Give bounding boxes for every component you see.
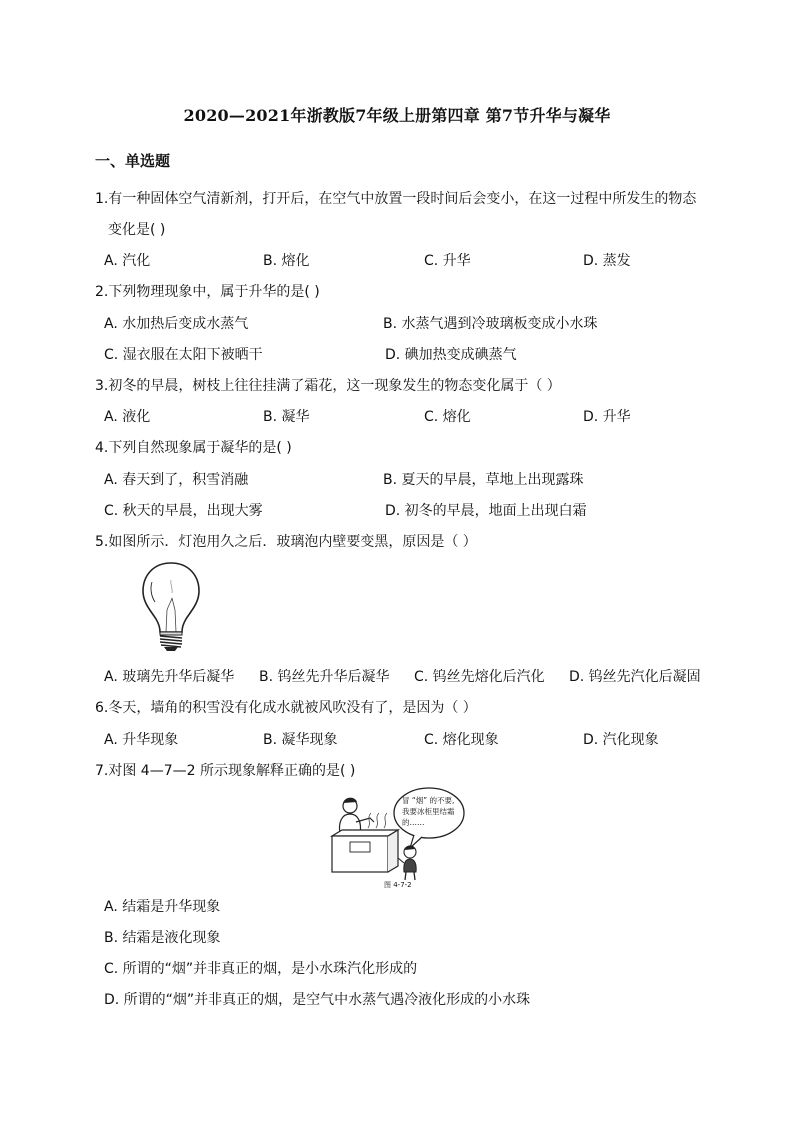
question-1-option-d: D. 蒸发 bbox=[583, 253, 631, 269]
question-2-option-b: B. 水蒸气遇到冷玻璃板变成小水珠 bbox=[383, 316, 598, 332]
question-4-option-a: A. 春天到了，积雪消融 bbox=[104, 472, 249, 488]
question-3-option-a: A. 液化 bbox=[104, 409, 151, 425]
question-5-option-d: D. 钨丝先汽化后凝固 bbox=[569, 669, 701, 685]
question-2-option-d: D. 碘加热变成碘蒸气 bbox=[385, 347, 517, 363]
question-1-option-b: B. 熔化 bbox=[263, 253, 310, 269]
section-heading: 一、单选题 bbox=[95, 152, 171, 170]
question-6-option-c: C. 熔化现象 bbox=[424, 732, 499, 748]
question-7-option-d: D. 所谓的“烟”并非真正的烟，是空气中水蒸气遇冷液化形成的小水珠 bbox=[104, 992, 531, 1008]
speech-bubble-line-3: 的…… bbox=[402, 818, 425, 827]
question-2-stem: 2.下列物理现象中，属于升华的是( ) bbox=[95, 284, 320, 300]
question-6-option-d: D. 汽化现象 bbox=[583, 732, 659, 748]
freezer-illustration bbox=[326, 786, 466, 890]
speech-bubble-line-2: 我要冰柜里结霜 bbox=[402, 807, 455, 816]
question-5-option-c: C. 钨丝先熔化后汽化 bbox=[414, 669, 545, 685]
question-7-option-c: C. 所谓的“烟”并非真正的烟，是小水珠汽化形成的 bbox=[104, 961, 418, 977]
question-5-option-b: B. 钨丝先升华后凝华 bbox=[259, 669, 390, 685]
question-3-option-c: C. 熔化 bbox=[424, 409, 471, 425]
question-3-stem: 3.初冬的早晨，树枝上往往挂满了霜花，这一现象发生的物态变化属于（ ） bbox=[95, 378, 561, 394]
question-2-option-a: A. 水加热后变成水蒸气 bbox=[104, 316, 249, 332]
question-1-stem: 1.有一种固体空气清新剂，打开后，在空气中放置一段时间后会变小，在这一过程中所发生的物态 bbox=[95, 191, 697, 207]
question-5-option-a: A. 玻璃先升华后凝华 bbox=[104, 669, 235, 685]
question-4-option-b: B. 夏天的早晨，草地上出现露珠 bbox=[383, 472, 584, 488]
question-4-option-d: D. 初冬的早晨，地面上出现白霜 bbox=[385, 503, 587, 519]
question-7-option-b: B. 结霜是液化现象 bbox=[104, 930, 221, 946]
question-1-stem-cont: 变化是( ) bbox=[108, 222, 166, 238]
question-6-stem: 6.冬天，墙角的积雪没有化成水就被风吹没有了，是因为（ ） bbox=[95, 700, 477, 716]
speech-bubble-line-1: 冒 “烟” 的不要, bbox=[402, 796, 455, 805]
question-4-option-c: C. 秋天的早晨，出现大雾 bbox=[104, 503, 263, 519]
question-6-option-a: A. 升华现象 bbox=[104, 732, 179, 748]
question-7-stem: 7.对图 4—7—2 所示现象解释正确的是( ) bbox=[95, 763, 356, 779]
question-3-option-d: D. 升华 bbox=[583, 409, 631, 425]
question-7-option-a: A. 结霜是升华现象 bbox=[104, 899, 221, 915]
question-1-option-c: C. 升华 bbox=[424, 253, 471, 269]
page-title: 2020—2021年浙教版7年级上册第四章 第7节升华与凝华 bbox=[183, 106, 611, 125]
question-5-stem: 5.如图所示．灯泡用久之后．玻璃泡内壁要变黑，原因是（ ） bbox=[95, 534, 477, 550]
question-4-stem: 4.下列自然现象属于凝华的是( ) bbox=[95, 440, 292, 456]
light-bulb-figure bbox=[140, 560, 202, 652]
question-6-option-b: B. 凝华现象 bbox=[263, 732, 338, 748]
figure-caption: 图 4-7-2 bbox=[384, 881, 412, 889]
question-2-option-c: C. 湿衣服在太阳下被晒干 bbox=[104, 347, 263, 363]
question-3-option-b: B. 凝华 bbox=[263, 409, 310, 425]
question-1-option-a: A. 汽化 bbox=[104, 253, 151, 269]
